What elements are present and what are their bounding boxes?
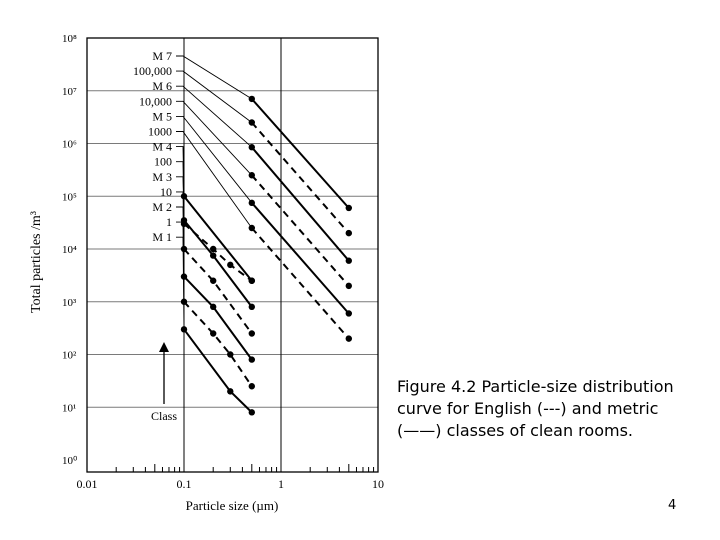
data-point-1000: [249, 225, 255, 231]
class-label-100-000: 100,000: [133, 64, 172, 79]
data-point-100: [210, 246, 216, 252]
caption-line-1: Figure 4.2 Particle-size distribution: [397, 377, 674, 396]
x-tick-label: 0.01: [76, 477, 98, 491]
data-point-m-1: [249, 409, 255, 415]
class-label-100: 100: [154, 154, 172, 169]
x-tick-label: 0.1: [176, 477, 192, 491]
data-point-m-7: [249, 96, 255, 102]
class-label-m-6: M 6: [152, 79, 172, 94]
data-point-1: [227, 351, 233, 357]
data-point-m-3: [210, 252, 216, 258]
data-point-m-1: [181, 326, 187, 332]
y-tick-label: 10⁸: [62, 33, 77, 45]
data-point-100: [227, 262, 233, 268]
data-point-m-3: [249, 304, 255, 310]
class-label-connectors: [176, 56, 252, 329]
series-line-100-000: [252, 123, 349, 234]
class-label-m-4: M 4: [152, 139, 172, 154]
leader-line-m-7: [176, 56, 252, 99]
series-line-m-7: [252, 99, 349, 208]
y-tick-label: 10⁷: [62, 85, 77, 98]
class-labels: [133, 49, 172, 244]
data-point-100-000: [346, 230, 352, 236]
series-line-m-6: [252, 147, 349, 261]
data-point-1: [210, 330, 216, 336]
x-tick-label: 1: [278, 477, 284, 491]
y-tick-label: 10³: [62, 296, 77, 309]
class-label-m-1: M 1: [152, 230, 172, 245]
data-point-1000: [346, 335, 352, 341]
data-point-10-000: [346, 283, 352, 289]
class-label-10: 10: [160, 184, 172, 199]
class-label-m-5: M 5: [152, 109, 172, 124]
class-label-1: 1: [166, 215, 172, 230]
y-tick-label: 10⁴: [62, 244, 77, 256]
class-label-m-7: M 7: [152, 49, 172, 63]
class-arrow-head: [159, 342, 169, 352]
leader-line-m-5: [176, 116, 252, 202]
x-axis-title: Particle size (µm): [185, 498, 279, 513]
data-point-1: [249, 383, 255, 389]
y-axis-title: Total particles /m³: [29, 211, 44, 313]
y-tick-label: 10⁰: [62, 455, 78, 467]
axes: [29, 33, 384, 513]
series-line-m-3: [184, 220, 252, 307]
figure-caption: [397, 376, 712, 442]
data-point-100: [249, 278, 255, 284]
class-label-1000: 1000: [148, 124, 172, 139]
leader-line-1: [176, 222, 184, 302]
series-line-m-5: [252, 203, 349, 314]
grid: [87, 38, 378, 472]
data-point-m-6: [346, 258, 352, 264]
data-point-m-5: [249, 200, 255, 206]
data-point-10-000: [249, 172, 255, 178]
class-label-m-2: M 2: [152, 200, 172, 214]
x-tick-label: 10: [372, 477, 384, 491]
data-point-100-000: [249, 119, 255, 125]
data-point-1: [181, 299, 187, 305]
data-point-m-3: [181, 217, 187, 223]
class-label-10-000: 10,000: [139, 94, 172, 109]
data-point-m-2: [210, 304, 216, 310]
data-point-m-2: [249, 356, 255, 362]
y-tick-label: 10⁶: [62, 138, 77, 151]
class-label-m-3: M 3: [152, 169, 172, 184]
data-point-10: [249, 330, 255, 336]
data-point-m-6: [249, 144, 255, 150]
data-point-m-7: [346, 205, 352, 211]
series-line-m-4: [184, 196, 252, 280]
data-point-m-1: [227, 388, 233, 394]
y-tick-label: 10²: [62, 349, 77, 362]
page-number: 4: [668, 498, 677, 513]
data-point-10: [210, 278, 216, 284]
leader-line-100-000: [176, 71, 252, 122]
data-point-m-2: [181, 273, 187, 279]
data-point-m-4: [181, 193, 187, 199]
caption-line-3: (——) classes of clean rooms.: [397, 421, 633, 440]
caption-line-2: curve for English (---) and metric: [397, 399, 659, 418]
data-point-10: [181, 246, 187, 252]
y-tick-label: 10¹: [62, 402, 77, 415]
data-point-m-5: [346, 310, 352, 316]
y-tick-label: 10⁵: [62, 191, 77, 204]
leader-line-1000: [176, 132, 252, 229]
class-arrow-label: Class: [150, 409, 178, 423]
